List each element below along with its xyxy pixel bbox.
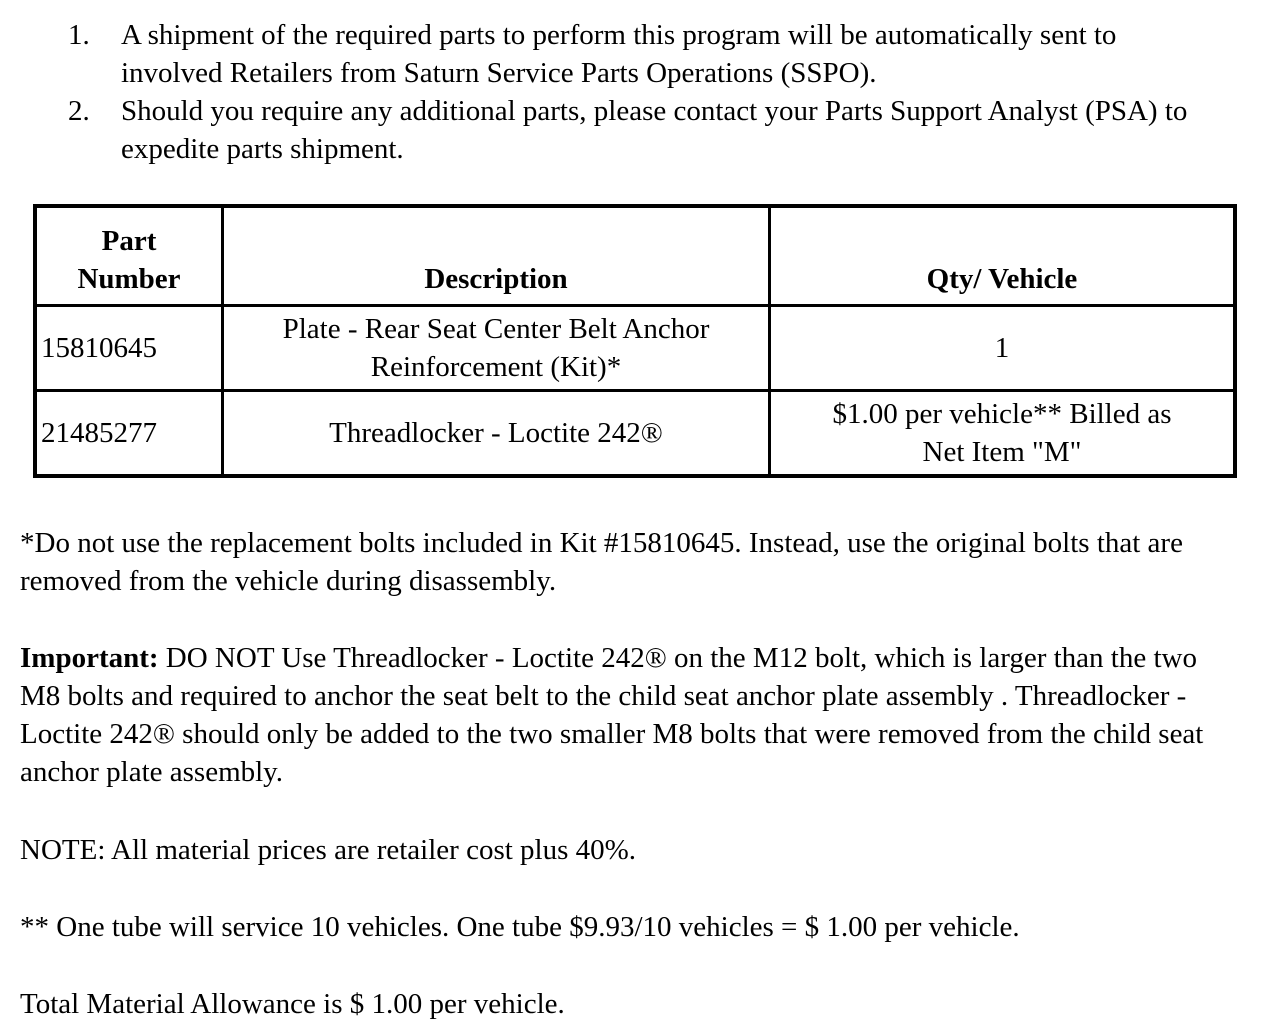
tube-note-paragraph: ** One tube will service 10 vehicles. One tube $9.93/10 vehicles = $ 1.00 per vehicle. <box>20 911 1020 943</box>
description-cell <box>223 306 770 391</box>
description-cell <box>223 391 770 477</box>
table-header-row <box>35 206 1235 306</box>
table-row <box>35 306 1235 391</box>
description-line: Threadlocker - Loctite 242® <box>329 417 663 449</box>
qty-line: 1 <box>994 332 1010 364</box>
header-qty: Qty/ Vehicle <box>770 206 1236 306</box>
part-number-cell: 21485277 <box>35 391 223 477</box>
description-line: Reinforcement (Kit)* <box>370 351 622 383</box>
parts-table <box>33 204 1237 478</box>
important-text: DO NOT Use Threadlocker - Loctite 242® on the M12 bolt, which is larger than the two M8 bolts and required to anchor the seat belt to the child seat anchor plate assembly . Threadlocker - Loctite 242® should only be added to the two smaller M8 bolts that were removed from the child seat anchor plate assembly. <box>20 642 1204 788</box>
table-row <box>35 391 1235 477</box>
list-item-text: A shipment of the required parts to perform this program will be automatically sent to involved Retailers from Saturn Service Parts Operations (SSPO). <box>121 19 1117 89</box>
list-item <box>0 92 1201 168</box>
note-paragraph: NOTE: All material prices are retailer cost plus 40%. <box>20 834 637 866</box>
header-description: Description <box>223 206 770 306</box>
header-part-line1: Part <box>101 225 157 257</box>
parts-instructions-list <box>0 16 1264 168</box>
part-number-cell: 15810645 <box>35 306 223 391</box>
description-line: Plate - Rear Seat Center Belt Anchor <box>282 313 710 345</box>
header-part-number <box>35 206 223 306</box>
list-item-text: Should you require any additional parts, please contact your Parts Support Analyst (PSA) to expedite parts shipment. <box>121 95 1188 165</box>
total-allowance-paragraph: Total Material Allowance is $ 1.00 per vehicle. <box>20 988 565 1020</box>
list-item-number: 2. <box>68 95 90 127</box>
qty-line: $1.00 per vehicle** Billed as <box>832 398 1172 430</box>
important-label: Important: <box>20 642 159 674</box>
qty-cell <box>770 306 1236 391</box>
footnote-paragraph: *Do not use the replacement bolts included in Kit #15810645. Instead, use the original bolts that are removed from the vehicle during disassembly. <box>20 527 1183 597</box>
header-part-line2: Number <box>77 263 181 295</box>
list-item-number: 1. <box>68 19 90 51</box>
list-item <box>0 16 1201 92</box>
qty-cell <box>770 391 1236 477</box>
qty-line: Net Item "M" <box>922 436 1082 468</box>
important-paragraph <box>20 639 1240 791</box>
